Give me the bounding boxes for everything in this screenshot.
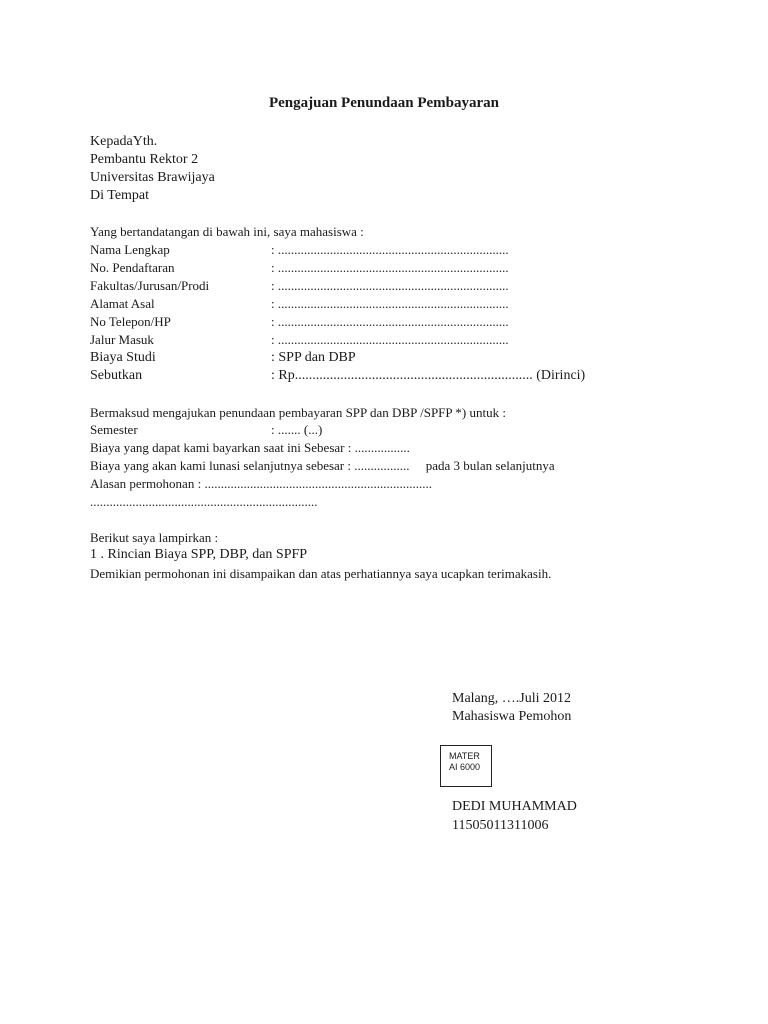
field-value: : ....................................................................... — [271, 278, 509, 293]
payment-now-line: Biaya yang dapat kami bayarkan saat ini Sebesar : ................. — [90, 440, 410, 455]
field-label: Sebutkan — [90, 368, 143, 383]
semester-row — [90, 421, 322, 439]
closing-text: Demikian permohonan ini disampaikan dan atas perhatiannya saya ucapkan terimakasih. — [90, 566, 552, 581]
address-line-4: Di Tempat — [90, 188, 150, 203]
signer-id: 11505011311006 — [452, 818, 549, 833]
field-value: : ....................................................................... — [271, 314, 509, 329]
reason-line: Alasan permohonan : ...................................................................... — [90, 476, 432, 491]
field-label: No Telepon/HP — [90, 314, 171, 329]
address-line-3: Universitas Brawijaya — [90, 170, 215, 185]
address-line-1: KepadaYth. — [90, 134, 158, 149]
place-date: Malang, ….Juli 2012 — [452, 691, 571, 706]
field-label: Biaya Studi — [90, 350, 156, 365]
address-line-2: Pembantu Rektor 2 — [90, 152, 199, 167]
field-row-jalur — [90, 331, 509, 349]
intro-text: Yang bertandatangan di bawah ini, saya mahasiswa : — [90, 224, 364, 239]
field-label: Jalur Masuk — [90, 332, 154, 347]
field-label: Fakultas/Jurusan/Prodi — [90, 278, 210, 293]
field-row-fakultas — [90, 277, 509, 295]
attachment-item: 1 . Rincian Biaya SPP, DBP, dan SPFP — [90, 547, 308, 562]
document-title: Pengajuan Penundaan Pembayaran — [268, 95, 500, 111]
field-value: : Rp.................................................................... (Dirinci) — [271, 368, 586, 383]
semester-label: Semester — [90, 422, 138, 437]
field-row-pendaftaran — [90, 259, 509, 277]
field-row-biaya — [90, 349, 356, 367]
signer-role: Mahasiswa Pemohon — [452, 709, 572, 724]
reason-continuation-line: ...................................................................... — [90, 494, 318, 509]
field-value: : SPP dan DBP — [271, 350, 356, 365]
field-value: : ....................................................................... — [271, 242, 509, 257]
signer-name: DEDI MUHAMMAD — [452, 799, 577, 814]
semester-value: : ....... (...) — [271, 422, 323, 437]
field-row-telepon — [90, 313, 509, 331]
field-value: : ....................................................................... — [271, 296, 509, 311]
field-label: Alamat Asal — [90, 296, 155, 311]
field-label: No. Pendaftaran — [90, 260, 175, 275]
field-row-nama — [90, 241, 509, 259]
field-value: : ....................................................................... — [271, 260, 509, 275]
attachments-heading: Berikut saya lampirkan : — [90, 530, 219, 545]
field-value: : ....................................................................... — [271, 332, 509, 347]
payment-later-line: Biaya yang akan kami lunasi selanjutnya sebesar : ................. pada 3 bulan selanjutnya — [90, 458, 555, 473]
request-line: Bermaksud mengajukan penundaan pembayaran SPP dan DBP /SPFP *) untuk : — [90, 405, 506, 420]
stamp-text-1: MATER — [449, 751, 480, 761]
field-row-sebutkan — [90, 367, 585, 385]
stamp-text-2: AI 6000 — [449, 762, 481, 772]
stamp-box — [440, 745, 492, 787]
field-row-alamat — [90, 295, 509, 313]
field-label: Nama Lengkap — [90, 242, 170, 257]
